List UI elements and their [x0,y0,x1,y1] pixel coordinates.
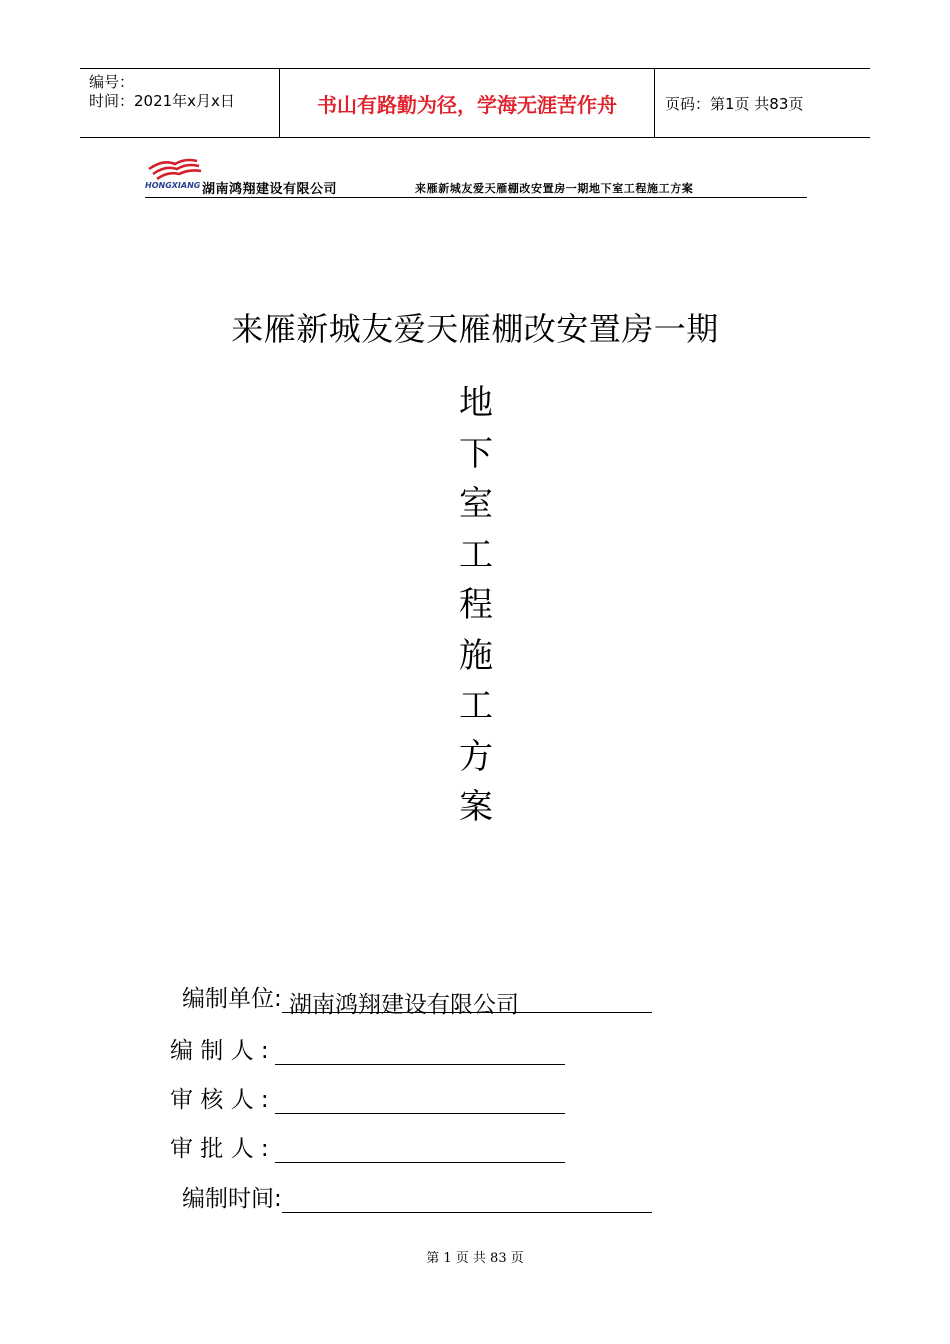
approver-row [170,1130,565,1163]
vertical-title-char: 程 [459,585,493,625]
time-label: 时间：2021年x月x日 [89,92,235,110]
author-row [170,1032,565,1065]
page-footer: 第 1 页 共 83 页 [426,1251,524,1266]
vertical-title-char: 地 [459,383,493,423]
vertical-title-char: 方 [459,736,493,777]
author-field[interactable] [275,1038,565,1065]
vertical-title-char: 室 [459,484,493,524]
unit-value: 湖南鸿翔建设有限公司 [281,992,520,1018]
reviewer-field[interactable] [275,1087,565,1114]
reviewer-label: 审 核 人 : [170,1087,269,1113]
company-header [145,155,807,198]
vertical-title-char: 案 [459,787,493,827]
header-table [80,68,870,138]
unit-field[interactable] [281,986,652,1018]
vertical-title-char: 工 [459,534,493,575]
motto: 书山有路勤为径，学海无涯苦作舟 [280,69,655,137]
logo-text: HONGXIANG [145,181,201,190]
vertical-title-char: 施 [459,635,493,676]
vertical-title-char: 工 [459,686,493,726]
document-title-header: 来雁新城友爱天雁棚改安置房一期地下室工程施工方案 [415,182,694,195]
approver-label: 审 批 人 : [170,1136,269,1162]
main-title: 来雁新城友爱天雁棚改安置房一期 [231,310,719,348]
vertical-title-char: 下 [459,433,493,474]
number-label: 编号： [89,73,135,91]
company-name: 湖南鸿翔建设有限公司 [202,182,338,197]
date-row [182,1180,652,1213]
approver-field[interactable] [275,1136,565,1163]
header-left-cell [80,69,280,137]
unit-label: 编制单位: [182,986,282,1012]
author-label: 编 制 人 : [170,1038,269,1064]
page-info: 页码：第1页 共83页 [665,94,804,113]
date-field[interactable] [282,1186,652,1213]
unit-row [182,980,652,1018]
vertical-title [456,378,496,833]
date-label: 编制时间: [182,1186,282,1212]
reviewer-row [170,1081,565,1114]
